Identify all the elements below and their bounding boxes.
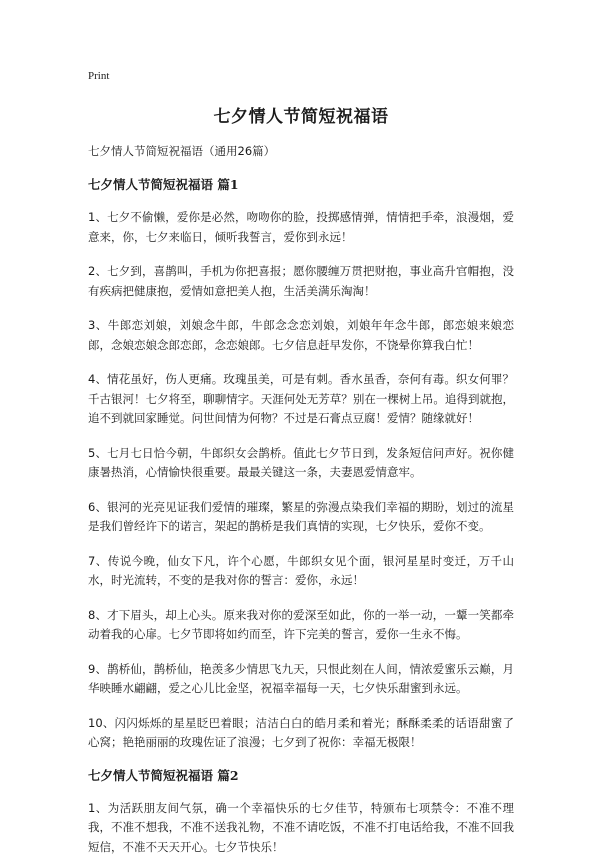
paragraph: 10、闪闪烁烁的星星眨巴着眼；洁洁白白的皓月柔和着光；酥酥柔柔的话语甜蜜了心窝；艳艳丽丽的玫瑰佐证了浪漫；七夕到了祝你：幸福无极限！ <box>88 714 514 753</box>
paragraph: 8、才下眉头，却上心头。原来我对你的爱深至如此，你的一举一动，一颦一笑都牵动着我的心扉。七夕节即将如约而至，许下完美的誓言，爱你一生永不悔。 <box>88 606 514 645</box>
paragraph: 2、七夕到，喜鹊叫，手机为你把喜报；愿你腰缠万贯把财抱，事业高升官帽抱，没有疾病把健康抱，爱情如意把美人抱，生活美满乐淘淘！ <box>88 262 514 301</box>
paragraph: 1、为活跃朋友间气氛，确一个幸福快乐的七夕佳节，特颁布七项禁令：不准不理我，不准不想我，不准不送我礼物，不准不请吃饭，不准不打电话给我，不准不回我短信，不准不天天开心。七夕节快乐！ <box>88 799 514 857</box>
paragraph: 6、银河的光亮见证我们爱情的璀璨，繁星的弥漫点染我们幸福的期盼，划过的流星是我们曾经许下的诺言，架起的鹊桥是我们真情的实现，七夕快乐，爱你不变。 <box>88 498 514 537</box>
paragraph: 3、牛郎恋刘娘，刘娘念牛郎，牛郎念念恋刘娘，刘娘年年念牛郎，郎恋娘来娘恋郎，念娘恋娘念郎恋郎，念恋娘郎。七夕信息赶早发你，不饶晕你算我白忙！ <box>88 316 514 355</box>
paragraph: 1、七夕不偷懒，爱你是必然，吻吻你的脸，投掷感情弹，情情把手牵，浪漫烟，爱意来，你，七夕来临日，倾听我誓言，爱你到永远！ <box>88 208 514 247</box>
document-subtitle: 七夕情人节简短祝福语（通用26篇） <box>88 143 514 159</box>
section-heading-2: 七夕情人节简短祝福语 篇2 <box>88 768 514 784</box>
paragraph: 5、七月七日恰今朝，牛郎织女会鹊桥。值此七夕节日到，发条短信问声好。祝你健康暑热消，心情愉快很重要。最最关键这一条，夫妻恩爱情意牢。 <box>88 444 514 483</box>
paragraph: 7、传说今晚，仙女下凡，许个心愿，牛郎织女见个面，银河星星时变迁，万千山水，时光流转，不变的是我对你的誓言：爱你，永远！ <box>88 552 514 591</box>
section-heading-1: 七夕情人节简短祝福语 篇1 <box>88 177 514 193</box>
print-link[interactable]: Print <box>88 70 514 82</box>
paragraph: 4、情花虽好，伤人更痛。玫瑰虽美，可是有刺。香水虽香，奈何有毒。织女何罪？千古银河！七夕将至，聊聊情字。天涯何处无芳草？别在一棵树上吊。追得到就抱，追不到就回家睡觉。问世间情为何物？不过是石膏点豆腐！爱情？随缘就好！ <box>88 370 514 429</box>
document-page <box>88 70 514 857</box>
paragraph: 9、鹊桥仙，鹊桥仙，艳羡多少情思飞九天，只恨此刻在人间，情浓爱蜜乐云巅，月华映睡水翩翩，爱之心儿比金坚，祝福幸福每一天，七夕快乐甜蜜到永远。 <box>88 660 514 699</box>
page-title: 七夕情人节简短祝福语 <box>88 102 514 127</box>
